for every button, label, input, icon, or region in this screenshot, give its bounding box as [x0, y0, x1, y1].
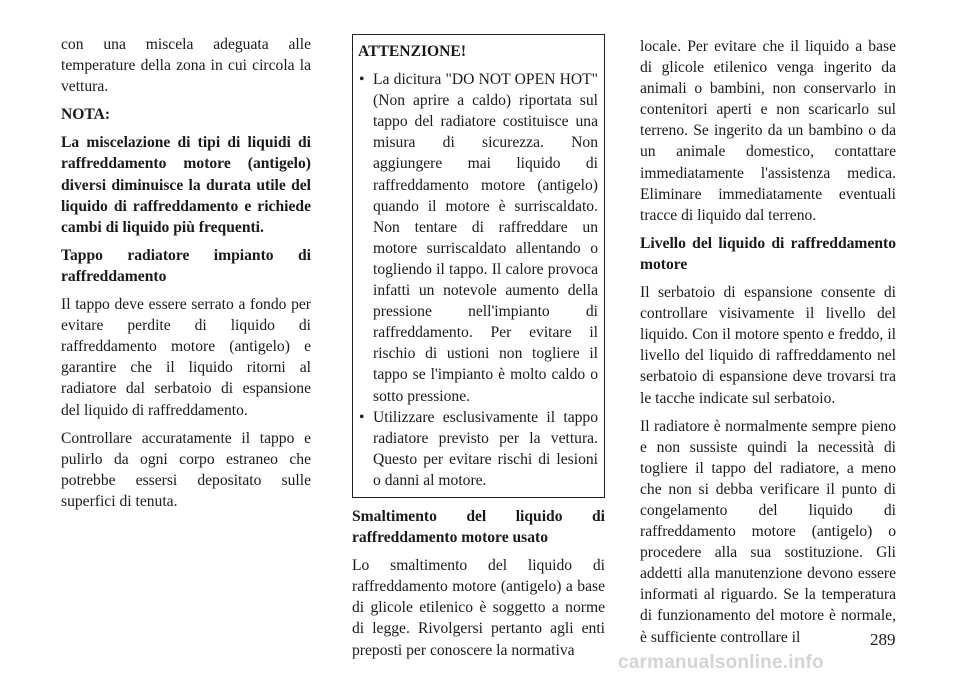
warning-box [352, 34, 605, 498]
paragraph-disposal-continued: locale. Per evitare che il liquido a base di glicole etilenico venga ingerito da animali o bambini, non conservarlo in contenitori aperti e non scaricarlo sul terreno. Se ingerito da un bambino o da un animale domestico, contattare immediatamente l'assistenza medica. Eliminare immediatamente eventuali tracce di liquido dal terreno. [640, 38, 896, 224]
bullet-icon: • [359, 408, 365, 426]
section-heading-coolant-level: Livello del liquido di raffreddamento motore [640, 234, 896, 273]
section-heading-radiator-cap: Tappo radiatore impianto di raffreddamento [61, 246, 311, 285]
bullet-icon: • [359, 71, 365, 89]
note-label: NOTA: [61, 106, 111, 124]
warning-item-text: Utilizzare esclusivamente il tappo radiatore previsto per la vettura. Questo per evitare rischi di lesioni o danni al motore. [373, 408, 598, 489]
warning-list [358, 69, 598, 491]
paragraph-intro: con una miscela adeguata alle temperature della zona in cui circola la vettura. [61, 36, 311, 96]
note-text: La miscelazione di tipi di liquidi di raffreddamento motore (antigelo) diversi diminuisce la durata utile del liquido di raffreddamento e richiede cambi di liquido più frequenti. [61, 134, 311, 236]
page-number: 289 [870, 630, 896, 649]
paragraph-radiator-full: Il radiatore è normalmente sempre pieno e non sussiste quindi la necessità di togliere il tappo del radiatore, a meno che non si debba verificare il punto di congelamento del liquido di raffreddamento motore (antigelo) o procedere alla sua sostituzione. Gli addetti alla manutenzione devono essere informati al riguardo. Se la temperatura di funzionamento del motore è normale, è sufficiente controllare il [640, 417, 896, 646]
paragraph-radiator-cap: Il tappo deve essere serrato a fondo per evitare perdite di liquido di raffreddamento motore (antigelo) e garantire che il liquido ritorni al radiatore dal serbatoio di espansione del liquido di raffreddamento. [61, 296, 311, 419]
watermark-logo: carmanualsonline.info [618, 652, 824, 673]
section-heading-disposal: Smaltimento del liquido di raffreddamento motore usato [352, 507, 605, 547]
warning-item-text: La dicitura "DO NOT OPEN HOT" (Non aprire a caldo) riportata sul tappo del radiatore costituisce una misura di sicurezza. Non aggiungere mai liquido di raffreddamento motore (antigelo) quando il motore è surriscaldato. Non tentare di raffreddare un motore surriscaldato allentando o togliendo il tappo. Il calore provoca infatti un notevole aumento della pressione nell'impianto di raffreddamento. Per evitare il rischio di ustioni non togliere il tappo se l'impianto è molto caldo o sotto pressione. [373, 71, 598, 405]
warning-title: ATTENZIONE! [358, 43, 467, 60]
column-left [61, 34, 311, 519]
column-right [640, 36, 896, 655]
paragraph-disposal: Lo smaltimento del liquido di raffreddamento motore (antigelo) a base di glicole etilenico è soggetto a norme di legge. Rivolgersi pertanto agli enti preposti per conoscere la normativa [352, 557, 605, 659]
warning-item [358, 407, 598, 491]
column-middle [352, 34, 605, 668]
paragraph-expansion-tank: Il serbatoio di espansione consente di controllare visivamente il livello del liquido. Con il motore spento e freddo, il livello del liquido di raffreddamento nel serbatoio di espansione deve trovarsi tra le tacche indicate sul serbatoio. [640, 284, 896, 407]
paragraph-cap-inspection: Controllare accuratamente il tappo e pulirlo da ogni corpo estraneo che potrebbe essersi depositato sulle superfici di tenuta. [61, 429, 311, 510]
warning-item [358, 69, 598, 407]
